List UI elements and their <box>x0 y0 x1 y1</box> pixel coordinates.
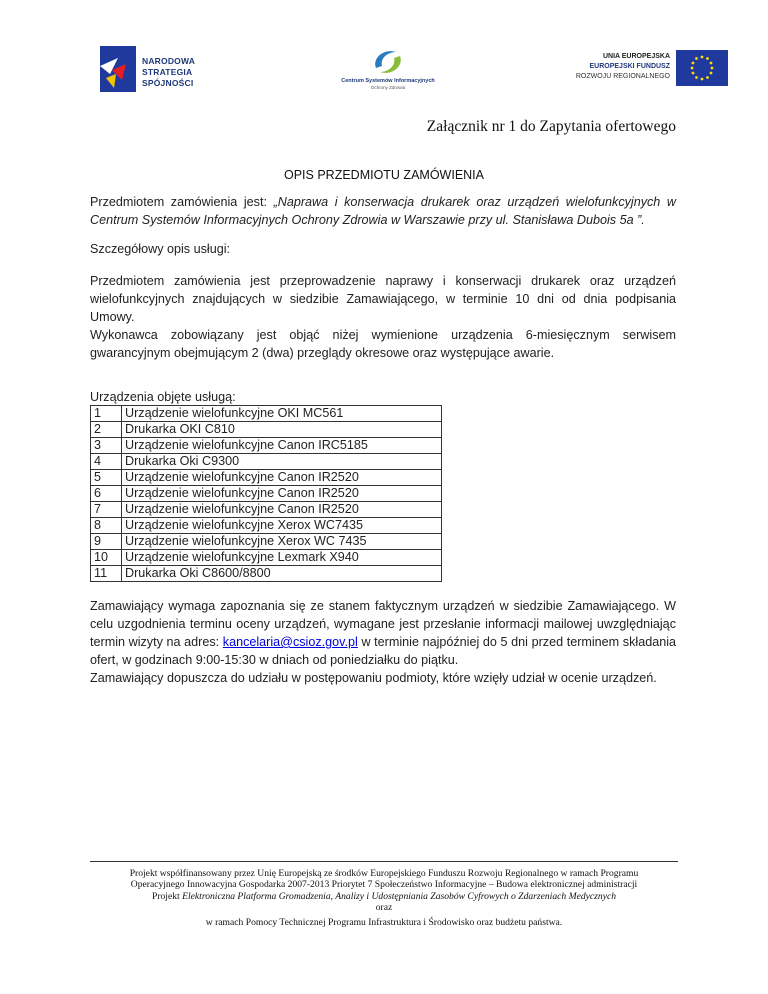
table-row <box>91 470 442 486</box>
document-title: OPIS PRZEDMIOTU ZAMÓWIENIA <box>283 168 484 182</box>
csioz-title: Centrum Systemów Informacyjnych <box>341 78 435 84</box>
nss-line1: NARODOWA <box>142 56 196 66</box>
email-link[interactable]: kancelaria@csioz.gov.pl <box>222 635 358 649</box>
csioz-subtitle: Ochrony Zdrowia <box>370 85 406 90</box>
inspection-text-1: Zamawiający wymaga zapoznania się ze stanem faktycznym urządzeń w siedzibie Zamawiającego. W celu uzgodnienia terminu oceny urządzeń, wymagane jest przesłanie informacji mailowej uwzględniając termin wizyty na adres: <box>90 599 676 649</box>
device-name: Urządzenie wielofunkcyjne Lexmark X940 <box>122 550 442 566</box>
table-row <box>91 422 442 438</box>
device-name: Urządzenie wielofunkcyjne OKI MC561 <box>122 406 442 422</box>
inspection-text-3: Zamawiający dopuszcza do udziału w postępowaniu podmioty, które wzięły udział w ocenie urządzeń. <box>90 671 657 685</box>
table-row <box>91 438 442 454</box>
devices-caption: Urządzenia objęte usługą: <box>90 390 236 404</box>
device-number: 1 <box>91 406 122 422</box>
device-number: 3 <box>91 438 122 454</box>
device-number: 11 <box>91 566 122 582</box>
device-name: Urządzenie wielofunkcyjne Canon IRC5185 <box>122 438 442 454</box>
table-row <box>91 534 442 550</box>
table-row <box>91 486 442 502</box>
device-number: 9 <box>91 534 122 550</box>
table-row <box>91 454 442 470</box>
inspection-text-2: w terminie najpóźniej do 5 dni przed terminem składania ofert, w godzinach 9:00-15:30 w dniach od poniedziałku do piątku. <box>90 635 677 667</box>
footer-line2: Operacyjnego Innowacyjna Gospodarka 2007-2013 Priorytet 7 Społeczeństwo Informacyjne – Budowa elektronicznej administracji <box>130 879 638 891</box>
device-number: 10 <box>91 550 122 566</box>
eu-line2: EUROPEJSKI FUNDUSZ <box>589 63 670 70</box>
footer-line4: oraz <box>375 902 393 914</box>
narodowa-strategia-logo <box>96 44 226 94</box>
footer-line5: w ramach Pomocy Technicznej Programu Infrastruktura i Środowisko oraz budżetu państwa. <box>205 916 563 928</box>
device-name: Urządzenie wielofunkcyjne Canon IR2520 <box>122 502 442 518</box>
device-name: Urządzenie wielofunkcyjne Xerox WC 7435 <box>122 534 442 550</box>
eu-line1: UNIA EUROPEJSKA <box>602 53 670 60</box>
device-number: 7 <box>91 502 122 518</box>
table-row <box>91 502 442 518</box>
footer-line1: Projekt współfinansowany przez Unię Europejską ze środków Europejskiego Funduszu Rozwoju Regionalnego w ramach Programu <box>129 868 639 879</box>
device-number: 8 <box>91 518 122 534</box>
table-row <box>91 550 442 566</box>
device-number: 6 <box>91 486 122 502</box>
nss-emblem-icon <box>96 44 140 94</box>
scope-text: Przedmiotem zamówienia jest przeprowadzenie naprawy i konserwacji drukarek oraz urządzeń wielofunkcyjnych znajdujących w siedzibie Zamawiającego, w terminie 10 dni od dnia podpisania Umowy. <box>90 274 676 324</box>
table-row <box>91 566 442 582</box>
table-row <box>91 518 442 534</box>
device-number: 5 <box>91 470 122 486</box>
csioz-logo <box>338 46 438 94</box>
eu-flag-icon <box>676 50 728 86</box>
device-name: Urządzenie wielofunkcyjne Canon IR2520 <box>122 470 442 486</box>
device-name: Urządzenie wielofunkcyjne Canon IR2520 <box>122 486 442 502</box>
device-number: 4 <box>91 454 122 470</box>
intro-subject: „Naprawa i konserwacja drukarek oraz urządzeń wielofunkcyjnych w Centrum Systemów Informacyjnych Ochrony Zdrowia w Warszawie przy ul. Stanisława Dubois 5a ”. <box>90 195 676 227</box>
csioz-swirl-icon <box>368 46 408 78</box>
eu-logo <box>570 50 728 90</box>
table-row <box>91 406 442 422</box>
footer-line3 <box>60 891 708 902</box>
intro-lead: Przedmiotem zamówienia jest: <box>90 195 274 209</box>
warranty-text: Wykonawca zobowiązany jest objąć niżej wymienione urządzenia 6-miesięcznym serwisem gwarancyjnym obejmującym 2 (dwa) przeglądy okresowe oraz występujące awarie. <box>90 328 676 360</box>
footer-divider <box>90 861 678 862</box>
device-number: 2 <box>91 422 122 438</box>
annex-heading: Załącznik nr 1 do Zapytania ofertowego <box>426 118 676 135</box>
nss-line2: STRATEGIA SPÓJNOŚCI <box>142 67 194 88</box>
intro-paragraph <box>90 193 676 229</box>
footer-project-name: Elektroniczna Platforma Gromadzenia, Analizy i Udostępniania Zasobów Cyfrowych o Zdarzeniach Medycznych <box>182 890 617 902</box>
device-name: Drukarka Oki C9300 <box>122 454 442 470</box>
footer <box>60 868 708 928</box>
eu-line3: ROZWOJU REGIONALNEGO <box>575 73 670 80</box>
devices-table <box>90 405 442 582</box>
device-name: Drukarka OKI C810 <box>122 422 442 438</box>
inspection-paragraph <box>90 597 676 687</box>
device-name: Urządzenie wielofunkcyjne Xerox WC7435 <box>122 518 442 534</box>
footer-line3-prefix: Projekt <box>151 890 183 902</box>
details-heading: Szczegółowy opis usługi: <box>90 242 231 256</box>
device-name: Drukarka Oki C8600/8800 <box>122 566 442 582</box>
scope-paragraph <box>90 272 676 362</box>
